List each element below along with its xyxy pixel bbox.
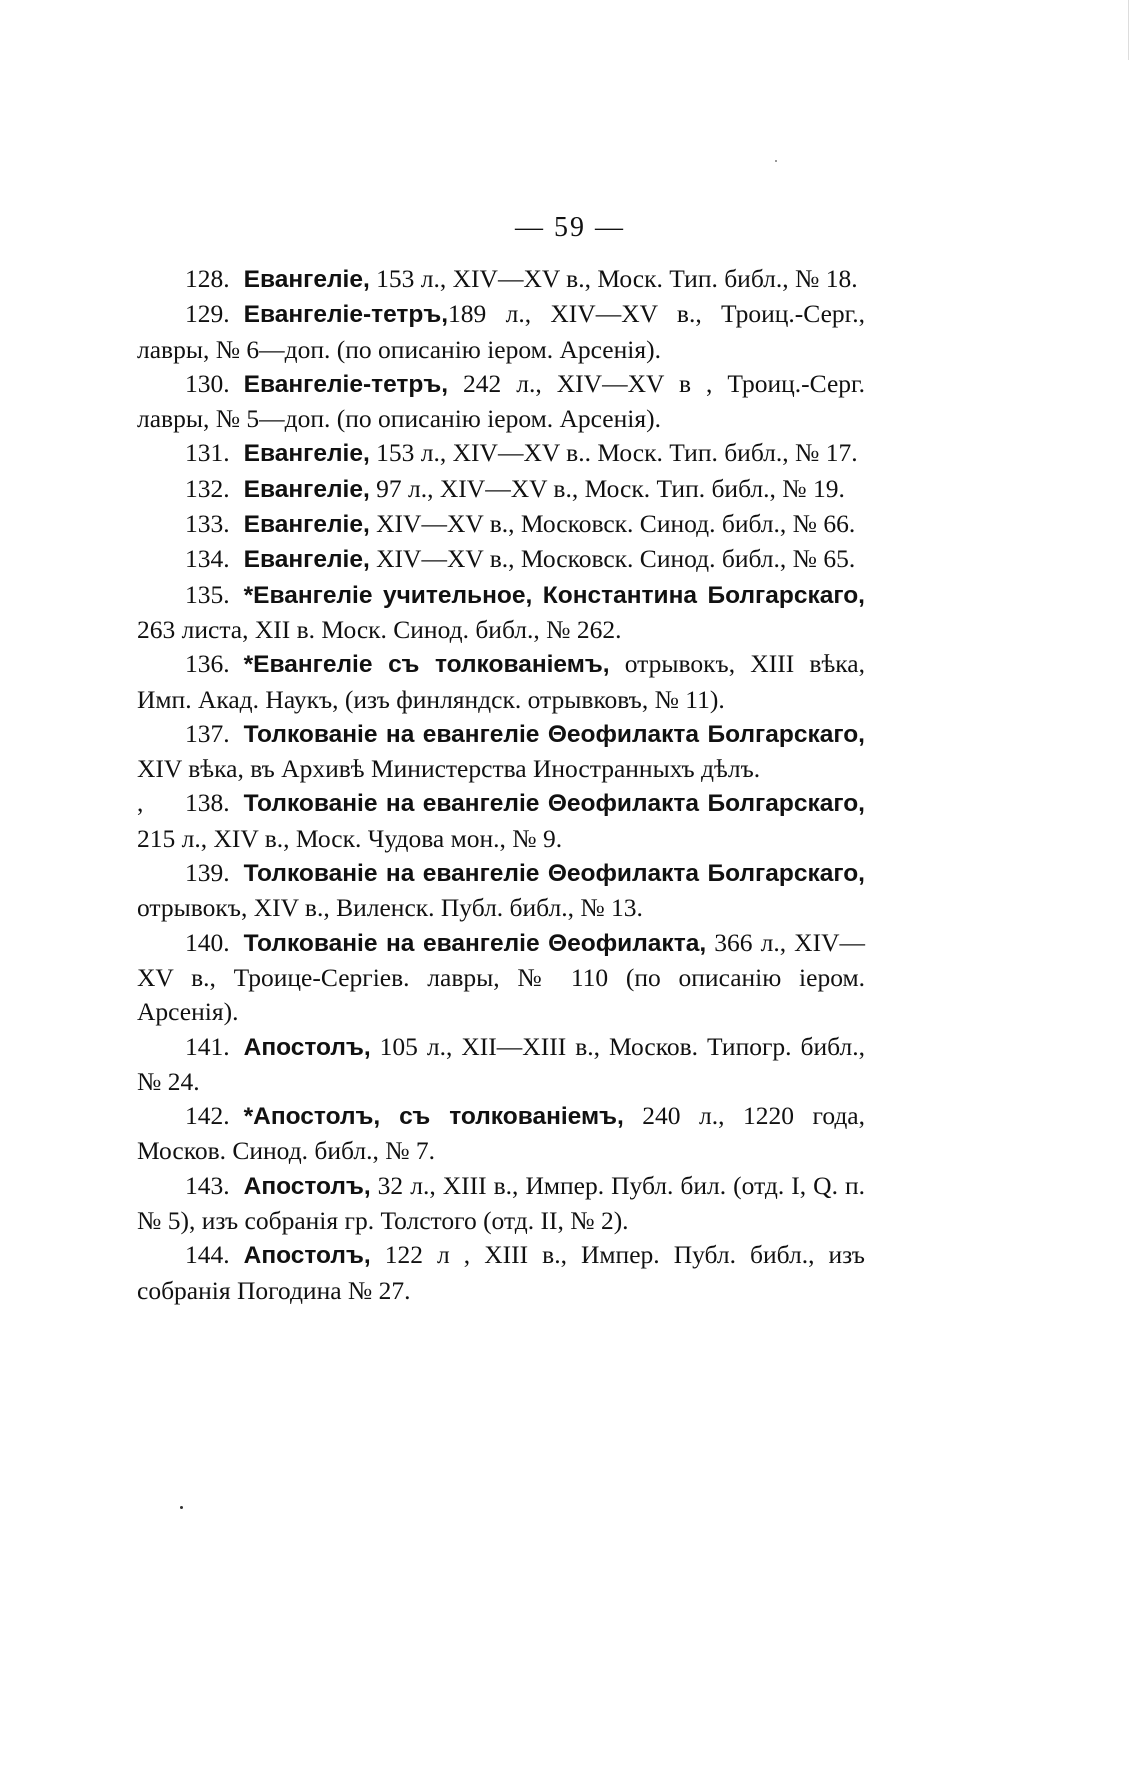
entry-number: 140. (185, 927, 230, 957)
entry-title: Толкованіе на евангеліе Θеофилакта Болгарскаго, (243, 790, 865, 818)
entry-details: отрывокъ, XIII вѣка, Имп. Акад. Наукъ, (изъ финляндск. отрывковъ, № 11). (137, 649, 865, 714)
entry-title: Евангеліе, (243, 511, 370, 539)
entry-details: 97 л., XIV—XV в., Моск. Тип. библ., № 19. (369, 473, 845, 503)
list-item (137, 436, 865, 471)
entry-number: 134. (185, 544, 230, 574)
ink-speck (180, 1506, 183, 1509)
list-item (137, 1099, 865, 1169)
entry-title: *Евангеліе съ толкованіемъ, (243, 651, 610, 679)
entry-number: 133. (185, 509, 230, 539)
entry-details: 240 л., 1220 года, Москов. Синод. библ., № 7. (137, 1101, 866, 1166)
list-item (137, 578, 865, 648)
entry-details: 242 л., XIV—XV в , Троиц.-Серг. лавры, № 5—доп. (по описанію іером. Арсенія). (137, 368, 865, 434)
entry-title: Апостолъ, (243, 1033, 371, 1061)
entry-title: Апостолъ, (243, 1172, 371, 1200)
entry-number: 142. (185, 1101, 230, 1131)
entry-title: Евангеліе, (243, 475, 370, 503)
entry-title: Евангеліе, (243, 440, 370, 468)
list-item (137, 542, 865, 577)
ink-speck (775, 160, 777, 162)
entry-title: *Апостолъ, съ толкованіемъ, (243, 1103, 624, 1131)
scan-edge-line (1128, 0, 1129, 60)
entry-number: 137. (185, 718, 230, 748)
entry-details: отрывокъ, XIV в., Виленск. Публ. библ., № 13. (137, 893, 643, 923)
entry-details: XIV—XV в., Московск. Синод. библ., № 66. (369, 509, 856, 539)
entry-number: 132. (185, 473, 230, 503)
entry-details: 263 листа, XII в. Моск. Синод. библ., № 262. (137, 614, 622, 644)
entry-number: 143. (185, 1170, 230, 1200)
list-item (137, 367, 865, 437)
entry-details: 189 л., XIV—XV в., Троиц.-Серг., лавры, № 6—доп. (по описанію іером. Арсенія). (137, 299, 865, 364)
list-item (137, 856, 865, 926)
entry-details: 366 л., XIV—XV в., Троице-Сергіев. лавры, № 110 (по описанію іером. Арсенія). (137, 927, 865, 1027)
entry-number: 141. (185, 1031, 230, 1061)
list-item (137, 717, 865, 787)
list-item (137, 1238, 865, 1308)
list-item (137, 1030, 865, 1100)
entry-title: Апостолъ, (243, 1242, 371, 1270)
page-number: — 59 — (515, 212, 625, 243)
list-item (137, 1169, 865, 1239)
entry-number: 139. (185, 858, 230, 888)
list-item (137, 507, 865, 542)
entry-number: 130. (185, 368, 230, 398)
manuscript-list (137, 262, 865, 1308)
entry-title: Толкованіе на евангеліе Θеофилакта Болгарскаго, (243, 860, 865, 888)
entry-number: 135. (185, 579, 230, 609)
entry-number: 138. (185, 788, 230, 818)
entry-number: 136. (185, 649, 230, 679)
entry-title: Евангеліе, (243, 266, 370, 293)
entry-details: 122 л , XIII в., Импер. Публ. библ., изъ собранія Погодина № 27. (137, 1240, 865, 1305)
entry-details: 32 л., XIII в., Импер. Публ. бил. (отд. I, Q. п. № 5), изъ собранія гр. Толстого (отд. II, № 2). (137, 1170, 865, 1236)
entry-number: 129. (185, 299, 230, 329)
entry-details: 153 л., XIV—XV в.. Моск. Тип. библ., № 17. (369, 438, 858, 468)
entry-title: Толкованіе на евангеліе Θеофилакта Болгарскаго, (243, 720, 865, 748)
list-item (137, 472, 865, 507)
entry-title: Евангеліе-тетръ, (243, 370, 449, 398)
list-item (137, 926, 865, 1030)
entry-details: XIV—XV в., Московск. Синод. библ., № 65. (369, 544, 856, 574)
stray-comma: , (137, 788, 144, 818)
entry-title: Евангеліе-тетръ, (243, 301, 449, 329)
entry-title: Толкованіе на евангеліе Θеофилакта, (243, 929, 707, 957)
list-item (137, 297, 865, 367)
entry-details: 105 л., XII—XIII в., Москов. Типогр. библ., № 24. (137, 1031, 865, 1096)
list-item (137, 262, 865, 297)
entry-number: 131. (185, 438, 230, 468)
entry-title: *Евангеліе учительное, Константина Болгарскаго, (243, 581, 865, 609)
entry-details: 215 л., XIV в., Моск. Чудова мон., № 9. (137, 823, 563, 853)
list-item (137, 647, 865, 717)
entry-details: 153 л., XIV—XV в., Моск. Тип. библ., № 18. (369, 264, 858, 293)
entry-number: 144. (185, 1240, 230, 1270)
entry-title: Евангеліе, (243, 546, 370, 574)
entry-number: 128. (185, 264, 230, 293)
entry-details: XIV вѣка, въ Архивѣ Министерства Иностранныхъ дѣлъ. (137, 754, 761, 784)
list-item (137, 786, 865, 856)
